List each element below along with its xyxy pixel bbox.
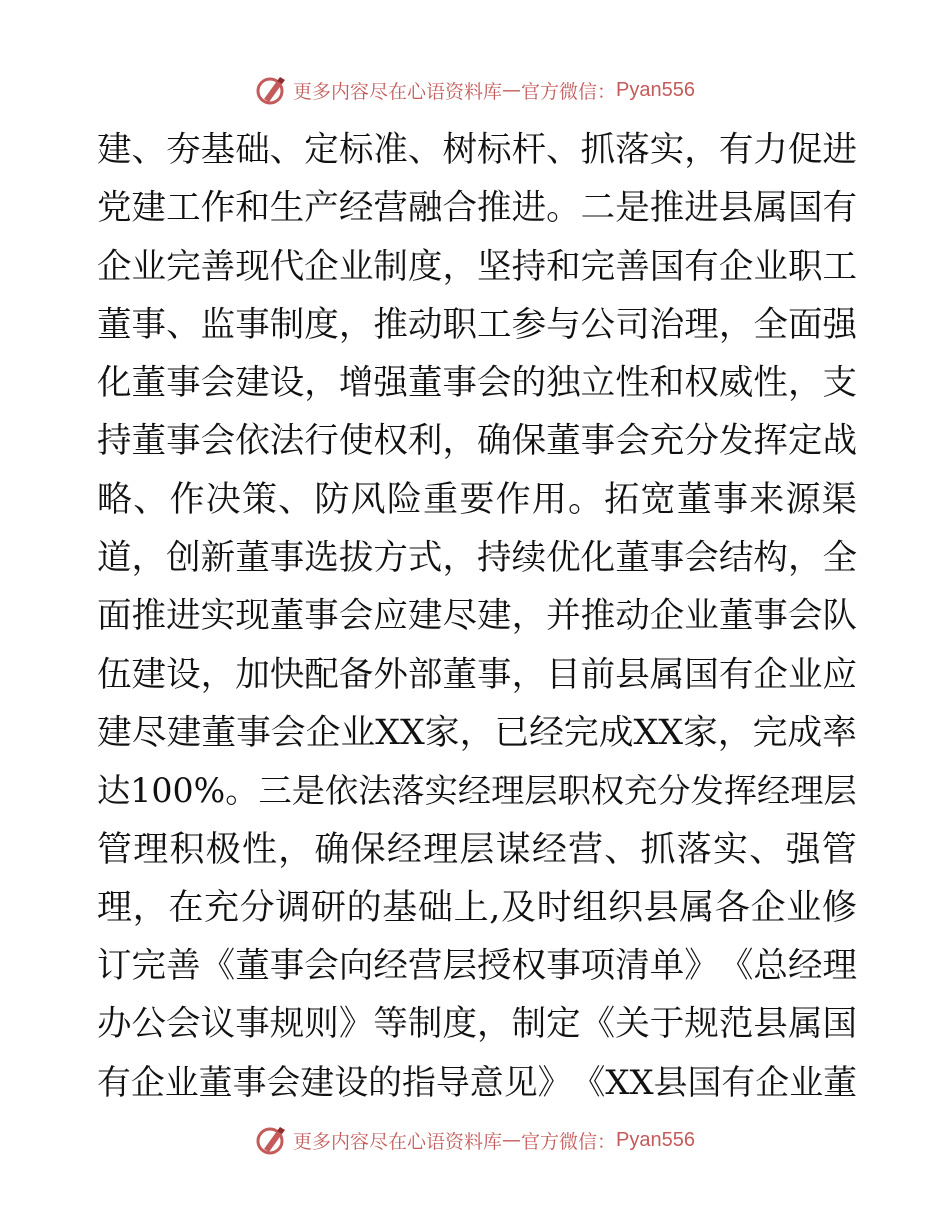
- text-line: 管 理 积 极 性 ， 确 保 经 理 层 谋 经 营 、 抓 落 实 、 强 管: [97, 829, 857, 870]
- watermark-separator: —: [502, 79, 522, 101]
- watermark-footer: [0, 1120, 950, 1160]
- watermark-contact-id: Pyan556: [616, 78, 695, 101]
- text-line: 道 ， 创 新 董 事 选 拔 方 式 ， 持 续 优 化 董 事 会 结 构 ， 全: [97, 538, 857, 579]
- text-line: 持 董 事 会 依 法 行 使 权 利 ， 确 保 董 事 会 充 分 发 挥 定 战: [97, 421, 857, 462]
- text-line: 企 业 完 善 现 代 企 业 制 度 ， 坚 持 和 完 善 国 有 企 业 职 工: [97, 246, 857, 287]
- text-line: 理 ， 在 充 分 调 研 的 基 础 上 , 及 时 组 织 县 属 各 企 业 修: [97, 887, 857, 928]
- text-line: 建 、 夯 基 础 、 定 标 准 、 树 标 杆 、 抓 落 实 ， 有 力 促 进: [97, 130, 857, 170]
- watermark-text: 更多内容尽在心语资料库: [293, 1130, 503, 1153]
- text-line: 有 企 业 董 事 会 建 设 的 指 导 意 见 》 《 X X 县 国 有 企 业 董: [97, 1062, 857, 1102]
- watermark-contact-id: Pyan556: [616, 1128, 695, 1151]
- pen-logo-icon: [255, 1123, 289, 1157]
- pen-logo-icon: [255, 73, 289, 107]
- text-line: 办 公 会 议 事 规 则 》 等 制 度 ， 制 定 《 关 于 规 范 县 属 国: [97, 1004, 857, 1045]
- watermark-header: [0, 70, 950, 110]
- watermark-text: 更多内容尽在心语资料库: [293, 80, 503, 103]
- text-line: 达 1 0 0 % 。 三 是 依 法 落 实 经 理 层 职 权 充 分 发 挥 经 理 层: [97, 771, 857, 811]
- text-line: 略 、 作 决 策 、 防 风 险 重 要 作 用 。 拓 宽 董 事 来 源 渠: [97, 479, 857, 520]
- text-line: 建 尽 建 董 事 会 企 业 X X 家 ， 已 经 完 成 X X 家 ， 完 成 率: [97, 712, 857, 753]
- watermark-separator: —: [502, 1129, 522, 1151]
- watermark-contact-label: 官方微信：: [521, 1130, 617, 1153]
- text-line: 订 完 善 《 董 事 会 向 经 营 层 授 权 事 项 清 单 》 《 总 经 理: [97, 946, 857, 987]
- text-line: 面 推 进 实 现 董 事 会 应 建 尽 建 ， 并 推 动 企 业 董 事 会 队: [97, 596, 857, 637]
- text-line: 伍 建 设 ， 加 快 配 备 外 部 董 事 ， 目 前 县 属 国 有 企 业 应: [97, 654, 857, 695]
- text-line: 董 事 、 监 事 制 度 ， 推 动 职 工 参 与 公 司 治 理 ， 全 面 强: [97, 304, 857, 345]
- watermark-contact-label: 官方微信：: [521, 80, 617, 103]
- document-body: [97, 121, 857, 1112]
- text-line: 党 建 工 作 和 生 产 经 营 融 合 推 进 。 二 是 推 进 县 属 国 有: [97, 188, 857, 229]
- text-line: 化 董 事 会 建 设 ， 增 强 董 事 会 的 独 立 性 和 权 威 性 ， 支: [97, 363, 857, 404]
